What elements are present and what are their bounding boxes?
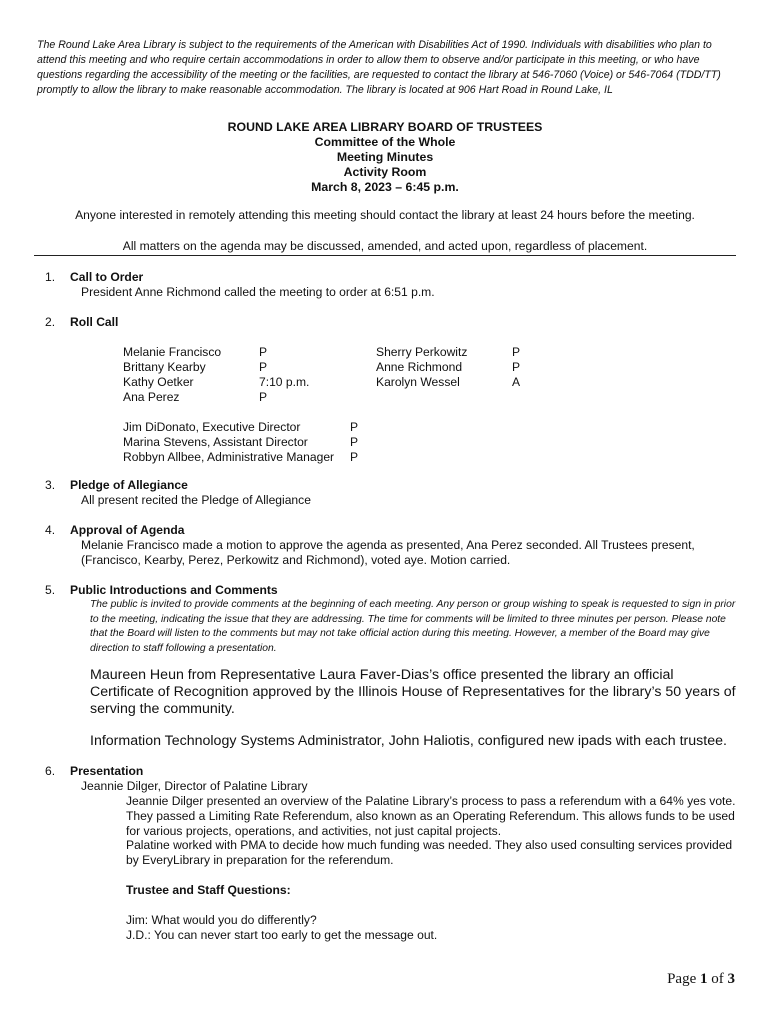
page-number — [667, 971, 735, 988]
attendance-status: P — [350, 450, 359, 464]
attendance-status: P — [259, 390, 268, 404]
staff-name: Marina Stevens, Assistant Director — [123, 435, 308, 449]
meeting-date: March 8, 2023 – 6:45 p.m. — [311, 180, 459, 194]
public-comment-policy: The public is invited to provide comments at the beginning of each meeting. Any person or group wishing to speak is requested to sign in prior to the meeting, indicating the issue that they are addressing. The time for comments will be limited to three minutes per person. Please note that the Board will listen to the comments but may not take official action during this meeting. However, a member of the Board may give direction to staff following a presentation. — [90, 599, 736, 654]
trustee-name: Kathy Oetker — [123, 375, 194, 389]
attendance-status: P — [259, 360, 268, 374]
current-page: 1 — [700, 971, 708, 987]
section-heading: Pledge of Allegiance — [70, 478, 188, 492]
committee-title: Committee of the Whole — [314, 135, 456, 149]
answer-line: J.D.: You can never start too early to get the message out. — [126, 928, 438, 942]
section-heading: Approval of Agenda — [70, 523, 185, 537]
attendance-status: P — [350, 435, 359, 449]
certificate-paragraph: Maureen Heun from Representative Laura Faver-Dias’s office presented the library an official Certificate of Recognition approved by the Illinois House of Representatives for the library’s 50 years of serving the community. — [90, 667, 736, 717]
document-title: Meeting Minutes — [336, 150, 434, 164]
section-heading: Call to Order — [70, 270, 144, 284]
ipad-paragraph: Information Technology Systems Administrator, John Haliotis, configured new ipads with each trustee. — [90, 733, 727, 749]
section-heading: Roll Call — [70, 315, 119, 329]
trustee-name: Sherry Perkowitz — [376, 345, 468, 359]
section-heading: Public Introductions and Comments — [70, 583, 278, 597]
trustee-name: Ana Perez — [123, 390, 180, 404]
ada-disclaimer: The Round Lake Area Library is subject to the requirements of the American with Disabilities Act of 1990. Individuals with disabilities who plan to attend this meeting and who require certain accommodations in order to allow them to observe and/or participate in this meeting, or who have questions regarding the accessibility of the meeting or the facilities, are requested to contact the library at 546-7060 (Voice) or 546-7064 (TDD/TT) promptly to allow the library to make reasonable accommodation. The library is located at 906 Hart Road in Round Lake, IL — [37, 39, 721, 96]
agenda-notice: All matters on the agenda may be discussed, amended, and acted upon, regardless of placement. — [122, 239, 648, 253]
trustee-name: Anne Richmond — [376, 360, 463, 374]
board-title: ROUND LAKE AREA LIBRARY BOARD OF TRUSTEES — [227, 120, 543, 134]
section-body: President Anne Richmond called the meeting to order at 6:51 p.m. — [81, 285, 435, 299]
remote-notice: Anyone interested in remotely attending this meeting should contact the library at least 24 hours before the meeting. — [75, 208, 695, 222]
trustee-name: Brittany Kearby — [123, 360, 206, 374]
question-line: Jim: What would you do differently? — [126, 913, 317, 927]
attendance-status: P — [350, 420, 359, 434]
presentation-paragraph: Jeannie Dilger presented an overview of the Palatine Library’s process to pass a referendum with a 64% yes vote. They passed a Limiting Rate Referendum, also known as an Operating Referendum. This allows funds to be used for various projects, operations, and activities, not just capital projects. — [126, 794, 736, 838]
trustee-name: Karolyn Wessel — [376, 375, 460, 389]
section-number: 4. — [45, 523, 56, 537]
section-number: 6. — [45, 764, 56, 778]
attendance-status: 7:10 p.m. — [259, 375, 310, 389]
total-pages: 3 — [727, 971, 735, 987]
section-number: 1. — [45, 270, 56, 284]
attendance-status: P — [259, 345, 268, 359]
staff-name: Robbyn Allbee, Administrative Manager — [123, 450, 335, 464]
meeting-location: Activity Room — [343, 165, 427, 179]
presenter-line: Jeannie Dilger, Director of Palatine Library — [81, 779, 308, 793]
section-number: 3. — [45, 478, 56, 492]
attendance-status: P — [512, 345, 521, 359]
section-number: 5. — [45, 583, 56, 597]
questions-heading: Trustee and Staff Questions: — [126, 883, 291, 897]
page-prefix: Page — [667, 971, 700, 987]
attendance-status: A — [512, 375, 521, 389]
presentation-paragraph: Palatine worked with PMA to decide how much funding was needed. They also used consulting services provided by EveryLibrary in preparation for the referendum. — [126, 838, 733, 867]
section-heading: Presentation — [70, 764, 144, 778]
staff-name: Jim DiDonato, Executive Director — [123, 420, 301, 434]
trustee-name: Melanie Francisco — [123, 345, 222, 359]
title-block — [0, 120, 770, 195]
section-number: 2. — [45, 315, 56, 329]
section-body: All present recited the Pledge of Allegiance — [81, 493, 311, 507]
page-of: of — [707, 971, 728, 987]
section-body: Melanie Francisco made a motion to approve the agenda as presented, Ana Perez seconded. All Trustees present, (Francisco, Kearby, Perez, Perkowitz and Richmond), voted aye. Motion carried. — [81, 538, 695, 567]
attendance-status: P — [512, 360, 521, 374]
divider — [34, 255, 736, 256]
